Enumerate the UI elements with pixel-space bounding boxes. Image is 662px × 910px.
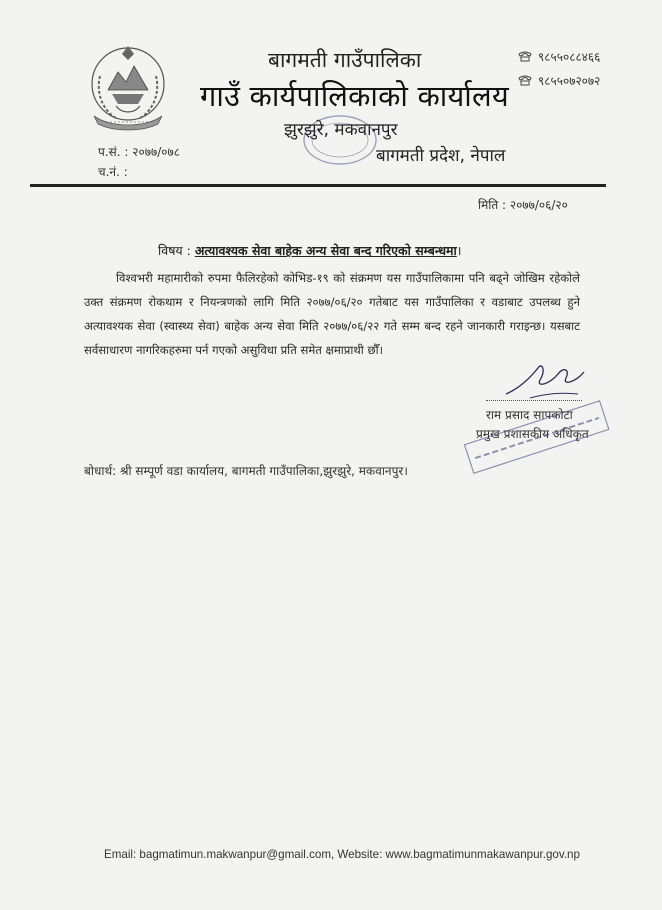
footer-contact: Email: bagmatimun.makwanpur@gmail.com, Website: www.bagmatimunmakawanpur.gov.np <box>104 848 580 861</box>
letter-date: मिति : २०७७/०६/२० <box>478 198 568 212</box>
office-stamp-icon <box>300 112 380 168</box>
office-district: झुरझुरे, मकवानपुर <box>284 120 398 140</box>
nepal-emblem-icon <box>86 40 170 132</box>
subject-label: विषय : <box>158 243 191 258</box>
header-divider <box>30 184 606 187</box>
letter-body: विश्वभरी महामारीको रुपमा फैलिरहेको कोभिड-१९ को संक्रमण यस गाउँपालिकामा पनि बढ्ने जोखिम रहेकोले उक्त संक्रमण रोकथाम र नियन्त्रणको लागि मिति २०७७/०६/२० गतेबाट यस गाउँपालिका र वडाबाट उपलब्ध हुने अत्यावश्यक सेवा (स्वास्थ्य सेवा) बाहेक अन्य सेवा मिति २०७७/०६/२२ गते सम्म बन्द रहने जानकारी गराइन्छ। यसबाट सर्वसाधारण नागरिकहरुमा पर्न गएको असुविधा प्रति समेत क्षमाप्राथी छौँ। <box>84 271 580 357</box>
subject-end: । <box>456 243 462 258</box>
telephone-icon <box>518 51 532 62</box>
carbon-copy: बोधार्थ: श्री सम्पूर्ण वडा कार्यालय, बागमती गाउँपालिका,झुरझुरे, मकवानपुर। <box>84 464 408 478</box>
signatory-name: राम प्रसाद सापकोटा <box>486 408 573 422</box>
office-name: बागमती गाउँपालिका <box>268 48 422 72</box>
signatory-title: प्रमुख प्रशासकीय अधिकृत <box>476 427 589 441</box>
telephone-icon <box>518 75 532 86</box>
reference-number: प.सं. : २०७७/०७८ <box>98 145 180 159</box>
phone-number-1-text: ९८५५०८८४६६ <box>538 50 601 64</box>
phone-number-1 <box>518 48 600 65</box>
office-title: गाउँ कार्यपालिकाको कार्यालय <box>200 79 509 113</box>
dispatch-number: च.नं. : <box>98 165 128 179</box>
phone-number-2-text: ९८५५०७२०७२ <box>538 74 601 88</box>
phone-number-2 <box>518 72 600 89</box>
office-province: बागमती प्रदेश, नेपाल <box>376 146 506 166</box>
subject-text: अत्यावश्यक सेवा बाहेक अन्य सेवा बन्द गरिएको सम्बन्धमा <box>194 243 457 258</box>
letter-subject <box>158 242 462 259</box>
